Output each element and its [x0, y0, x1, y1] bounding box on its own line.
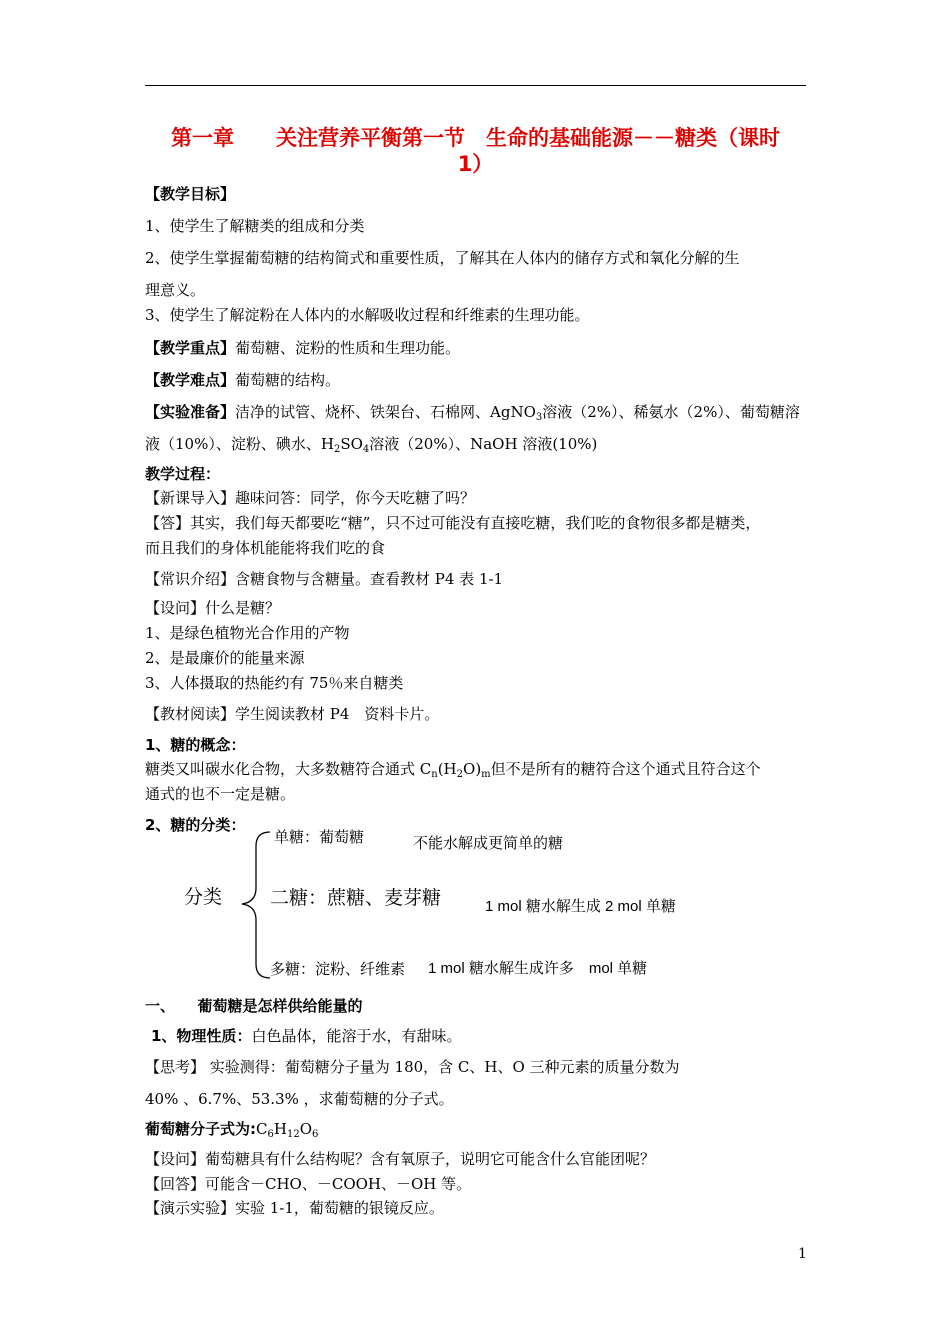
process-heading: 教学过程： — [145, 465, 221, 483]
concept-heading: 1、糖的概念： — [145, 736, 246, 754]
point-item: 1、是绿色植物光合作用的产物 — [145, 624, 350, 642]
structure-question: 【设问】葡萄糖具有什么结构呢？含有氧原子，说明它可能含什么官能团呢？ — [145, 1150, 656, 1168]
concept-line-2: 通式的也不一定是糖。 — [145, 785, 296, 803]
demo-experiment: 【演示实验】实验 1-1，葡萄糖的银镜反应。 — [145, 1199, 444, 1217]
think-line-1: 【思考】 实验测得：葡萄糖分子量为 180，含 C、H、O 三种元素的质量分数为 — [145, 1058, 680, 1076]
process-answer: 【答】其实，我们每天都要吃“糖”，只不过可能没有直接吃糖，我们吃的食物很多都是糖类， — [145, 514, 761, 532]
section-1-heading: 一、 葡萄糖是怎样供给能量的 — [145, 997, 363, 1015]
difficulty — [145, 370, 340, 390]
classification-brace — [232, 830, 274, 980]
think-line-2: 40% 、6.7%、53.3% ，求葡萄糖的分子式。 — [145, 1090, 454, 1108]
glucose-formula: 葡萄糖分子式为$:C_6H_{12}O_6$ — [145, 1120, 319, 1140]
difficulty-text: 葡萄糖的结构。 — [235, 371, 341, 389]
mono-note: 不能水解成更简单的糖 — [413, 834, 564, 852]
di-saccharide: 二糖：蔗糖、麦芽糖 — [270, 887, 442, 909]
header-rule — [145, 85, 806, 86]
page-title-cont: 1） — [457, 152, 494, 176]
process-intro: 【新课导入】趣味问答：同学，你今天吃糖了吗？ — [145, 489, 476, 507]
point-item: 2、是最廉价的能量来源 — [145, 649, 305, 667]
page-number: 1 — [798, 1246, 807, 1262]
objective-item: 3、使学生了解淀粉在人体内的水解吸收过程和纤维素的生理功能。 — [145, 306, 590, 324]
process-answer-cont: 而且我们的身体机能能将我们吃的食 — [145, 539, 386, 557]
key-points-text: 葡萄糖、淀粉的性质和生理功能。 — [235, 339, 461, 357]
physical-label: 1、物理性质： — [151, 1027, 252, 1045]
question: 【设问】什么是糖？ — [145, 599, 281, 617]
mono-saccharide: 单糖：葡萄糖 — [274, 828, 365, 846]
objective-item: 2、使学生掌握葡萄糖的结构简式和重要性质，了解其在人体内的储存方式和氧化分解的生 — [145, 249, 740, 267]
objective-item: 理意义。 — [145, 281, 206, 299]
preparation-label: 【实验准备】 — [145, 403, 236, 421]
classification-heading: 2、糖的分类： — [145, 816, 246, 834]
poly-saccharide: 多糖：淀粉、纤维素 — [270, 960, 406, 978]
structure-answer: 【回答】可能含－CHO、－COOH、－OH 等。 — [145, 1175, 472, 1193]
page-title: 第一章 关注营养平衡第一节 生命的基础能源－－糖类（课时 — [171, 126, 780, 150]
preparation-line-1: 【实验准备】洁净的试管、烧杯、铁架台、石棉网、AgNO$_3$溶液（2%）、稀氨水（2%）、葡萄糖溶 — [145, 403, 800, 423]
classification-root: 分类 — [184, 886, 223, 908]
point-item: 3、人体摄取的热能约有 75％来自糖类 — [145, 674, 404, 692]
common-knowledge: 【常识介绍】含糖食物与含糖量。查看教材 P4 表 1-1 — [145, 570, 504, 588]
physical-properties — [151, 1026, 461, 1046]
key-points — [145, 338, 460, 358]
concept-line-1: 糖类又叫碳水化合物，大多数糖符合通式 $C_n(H_2O)_m$但不是所有的糖符合这个通式且符合这个 — [145, 760, 761, 780]
di-note: 1 mol 糖水解生成 2 mol 单糖 — [485, 898, 676, 915]
poly-note: 1 mol 糖水解生成许多 mol 单糖 — [428, 960, 648, 977]
textbook-reading: 【教材阅读】学生阅读教材 P4 资料卡片。 — [145, 705, 440, 723]
difficulty-label: 【教学难点】 — [145, 371, 236, 389]
objectives-heading: 【教学目标】 — [145, 185, 236, 203]
formula-label: 葡萄糖分子式为: — [145, 1120, 256, 1138]
physical-text: 白色晶体，能溶于水，有甜味。 — [251, 1027, 462, 1045]
preparation-line-2: 液（10%）、淀粉、碘水、$H_2SO_4$溶液（20%）、NaOH 溶液(10%) — [145, 435, 598, 455]
objective-item: 1、使学生了解糖类的组成和分类 — [145, 217, 365, 235]
key-points-label: 【教学重点】 — [145, 339, 236, 357]
